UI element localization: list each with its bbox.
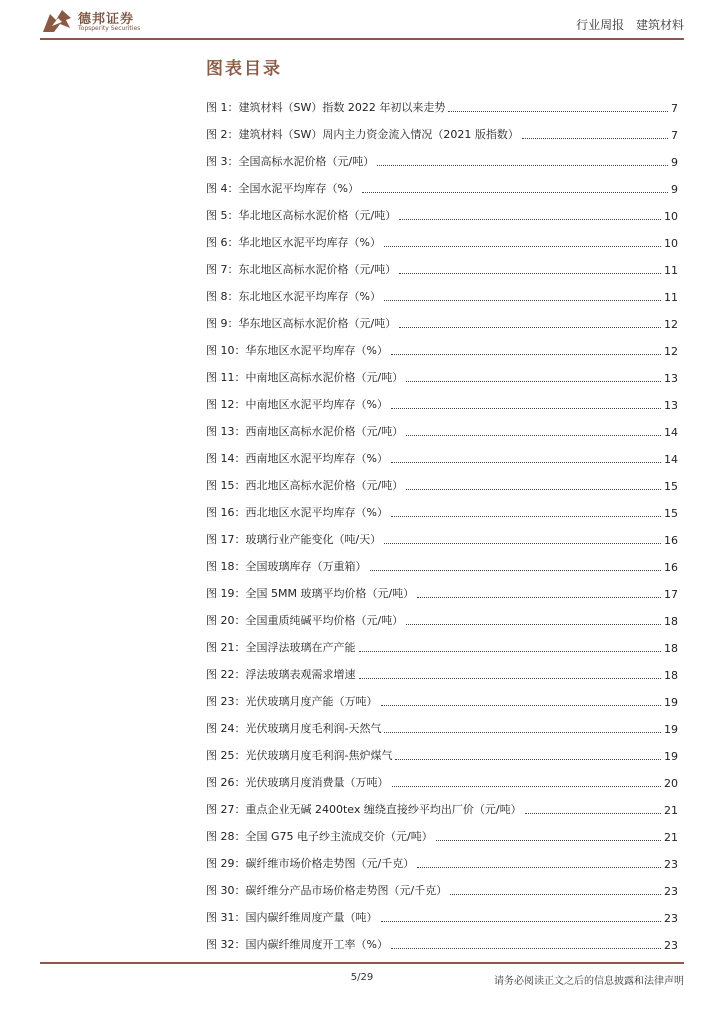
toc-entry-label: 图 23：光伏玻璃月度产能（万吨） [206,695,378,708]
toc-entry[interactable] [206,385,678,412]
toc-entry-page: 18 [664,669,678,682]
toc-entry-label: 图 14：西南地区水泥平均库存（%） [206,452,388,465]
toc-entry[interactable] [206,331,678,358]
toc-entry-page: 19 [664,723,678,736]
toc-entry-page: 15 [664,480,678,493]
toc-leader-dots [392,786,662,787]
toc-entry-label: 图 17：玻璃行业产能变化（吨/天） [206,533,382,546]
toc-entry-page: 13 [664,399,678,412]
toc-entry[interactable] [206,304,678,331]
toc-entry[interactable] [206,601,678,628]
toc-leader-dots [359,651,662,652]
toc-entry-label: 图 7：东北地区高标水泥价格（元/吨） [206,263,397,276]
toc-entry-label: 图 18：全国玻璃库存（万重箱） [206,560,367,573]
toc-entry-label: 图 12：中南地区水泥平均库存（%） [206,398,388,411]
toc-entry-label: 图 10：华东地区水泥平均库存（%） [206,344,388,357]
toc-leader-dots [377,165,668,166]
toc-entry[interactable] [206,736,678,763]
toc-entry-page: 10 [664,237,678,250]
toc-entry-label: 图 11：中南地区高标水泥价格（元/吨） [206,371,404,384]
header-divider [40,38,684,40]
toc-entry-label: 图 32：国内碳纤维周度开工率（%） [206,938,388,951]
toc-leader-dots [384,732,661,733]
toc-entry[interactable] [206,277,678,304]
toc-leader-dots [391,516,661,517]
toc-entry-label: 图 26：光伏玻璃月度消费量（万吨） [206,776,389,789]
toc-leader-dots [399,273,661,274]
toc-entry-label: 图 3：全国高标水泥价格（元/吨） [206,155,375,168]
toc-entry[interactable] [206,628,678,655]
toc-entry-page: 18 [664,615,678,628]
toc-entry-label: 图 2：建筑材料（SW）周内主力资金流入情况（2021 版指数） [206,128,519,141]
toc-entry[interactable] [206,223,678,250]
toc-entry[interactable] [206,763,678,790]
toc-entry[interactable] [206,169,678,196]
toc-entry[interactable] [206,142,678,169]
toc-leader-dots [417,597,661,598]
toc-leader-dots [522,138,668,139]
toc-entry-label: 图 5：华北地区高标水泥价格（元/吨） [206,209,397,222]
toc-entry-page: 15 [664,507,678,520]
toc-entry[interactable] [206,682,678,709]
toc-entry-page: 19 [664,696,678,709]
toc-leader-dots [406,489,661,490]
toc-entry-page: 7 [671,102,678,115]
report-tags [568,16,684,33]
toc-entry-label: 图 16：西北地区水泥平均库存（%） [206,506,388,519]
toc-entry[interactable] [206,115,678,142]
toc-leader-dots [359,678,662,679]
toc-entry-label: 图 28：全国 G75 电子纱主流成交价（元/吨） [206,830,433,843]
toc-leader-dots [391,948,661,949]
toc-leader-dots [384,300,661,301]
toc-leader-dots [391,462,661,463]
toc-entry-label: 图 4：全国水泥平均库存（%） [206,182,359,195]
toc-entry-label: 图 29：碳纤维市场价格走势图（元/千克） [206,857,415,870]
toc-leader-dots [417,867,661,868]
toc-entry[interactable] [206,898,678,925]
logo-emblem-icon [40,6,74,36]
toc-leader-dots [381,921,662,922]
toc-entry-page: 23 [664,912,678,925]
toc-entry-label: 图 19：全国 5MM 玻璃平均价格（元/吨） [206,587,415,600]
toc-entry[interactable] [206,493,678,520]
toc-entry-page: 10 [664,210,678,223]
toc-entry-page: 23 [664,939,678,952]
toc-entry-label: 图 30：碳纤维分产品市场价格走势图（元/千克） [206,884,448,897]
toc-entry[interactable] [206,709,678,736]
toc-entry[interactable] [206,547,678,574]
toc-entry-label: 图 20：全国重质纯碱平均价格（元/吨） [206,614,404,627]
toc-entry-page: 11 [664,291,678,304]
toc-leader-dots [391,354,661,355]
company-logo [40,6,170,38]
toc-entry-page: 13 [664,372,678,385]
toc-entry[interactable] [206,466,678,493]
toc-entry-page: 21 [664,804,678,817]
toc-entry-label: 图 24：光伏玻璃月度毛利润-天然气 [206,722,382,735]
toc-leader-dots [362,192,668,193]
toc-leader-dots [395,759,661,760]
toc-entry-page: 18 [664,642,678,655]
toc-leader-dots [381,705,662,706]
toc-entry-label: 图 9：华东地区高标水泥价格（元/吨） [206,317,397,330]
logo-name-en: Topsperity Securities [78,25,141,32]
toc-entry[interactable] [206,412,678,439]
toc-entry-page: 21 [664,831,678,844]
toc-leader-dots [391,408,661,409]
toc-entry-page: 23 [664,885,678,898]
toc-entry-page: 16 [664,534,678,547]
logo-name-cn: 德邦证券 [78,12,135,27]
toc-leader-dots [525,813,661,814]
toc-leader-dots [448,111,668,112]
toc-entry-label: 图 25：光伏玻璃月度毛利润-焦炉煤气 [206,749,393,762]
toc-entry-label: 图 8：东北地区水泥平均库存（%） [206,290,381,303]
page-number: 5/29 [350,972,374,983]
toc-entry-page: 14 [664,453,678,466]
toc-leader-dots [406,624,661,625]
toc-entry-label: 图 6：华北地区水泥平均库存（%） [206,236,381,249]
toc-entry[interactable] [206,655,678,682]
toc-entry[interactable] [206,250,678,277]
page-header [40,0,684,40]
toc-leader-dots [370,570,662,571]
toc-entry-page: 23 [664,858,678,871]
toc-entry-page: 20 [664,777,678,790]
table-of-figures [206,88,678,952]
toc-leader-dots [399,219,661,220]
toc-entry-label: 图 21：全国浮法玻璃在产产能 [206,641,356,654]
toc-leader-dots [384,543,661,544]
footer-divider [40,962,684,964]
toc-entry-page: 19 [664,750,678,763]
toc-entry-label: 图 15：西北地区高标水泥价格（元/吨） [206,479,404,492]
toc-title: 图表目录 [206,59,282,79]
toc-entry-page: 9 [671,183,678,196]
toc-entry[interactable] [206,358,678,385]
toc-leader-dots [406,381,661,382]
toc-entry-label: 图 27：重点企业无碱 2400tex 缠绕直接纱平均出厂价（元/吨） [206,803,522,816]
toc-entry[interactable] [206,88,678,115]
toc-leader-dots [450,894,661,895]
toc-leader-dots [436,840,661,841]
toc-leader-dots [406,435,661,436]
toc-entry-page: 12 [664,345,678,358]
toc-entry-label: 图 1：建筑材料（SW）指数 2022 年初以来走势 [206,101,446,114]
toc-entry-page: 7 [671,129,678,142]
toc-entry-label: 图 22：浮法玻璃表观需求增速 [206,668,356,681]
toc-entry-label: 图 31：国内碳纤维周度产量（吨） [206,911,378,924]
report-type: 行业周报 [576,18,625,32]
toc-entry-page: 17 [664,588,678,601]
toc-entry-page: 11 [664,264,678,277]
toc-entry-label: 图 13：西南地区高标水泥价格（元/吨） [206,425,404,438]
toc-entry[interactable] [206,871,678,898]
toc-entry[interactable] [206,817,678,844]
report-sector: 建筑材料 [635,18,684,32]
toc-entry[interactable] [206,439,678,466]
toc-entry[interactable] [206,790,678,817]
toc-entry[interactable] [206,844,678,871]
toc-entry[interactable] [206,520,678,547]
toc-entry[interactable] [206,925,678,952]
toc-entry-page: 12 [664,318,678,331]
toc-entry-page: 9 [671,156,678,169]
toc-leader-dots [384,246,661,247]
toc-entry-page: 16 [664,561,678,574]
toc-leader-dots [399,327,661,328]
toc-entry[interactable] [206,574,678,601]
disclaimer-note: 请务必阅读正文之后的信息披露和法律声明 [494,976,684,987]
toc-entry-page: 14 [664,426,678,439]
toc-entry[interactable] [206,196,678,223]
